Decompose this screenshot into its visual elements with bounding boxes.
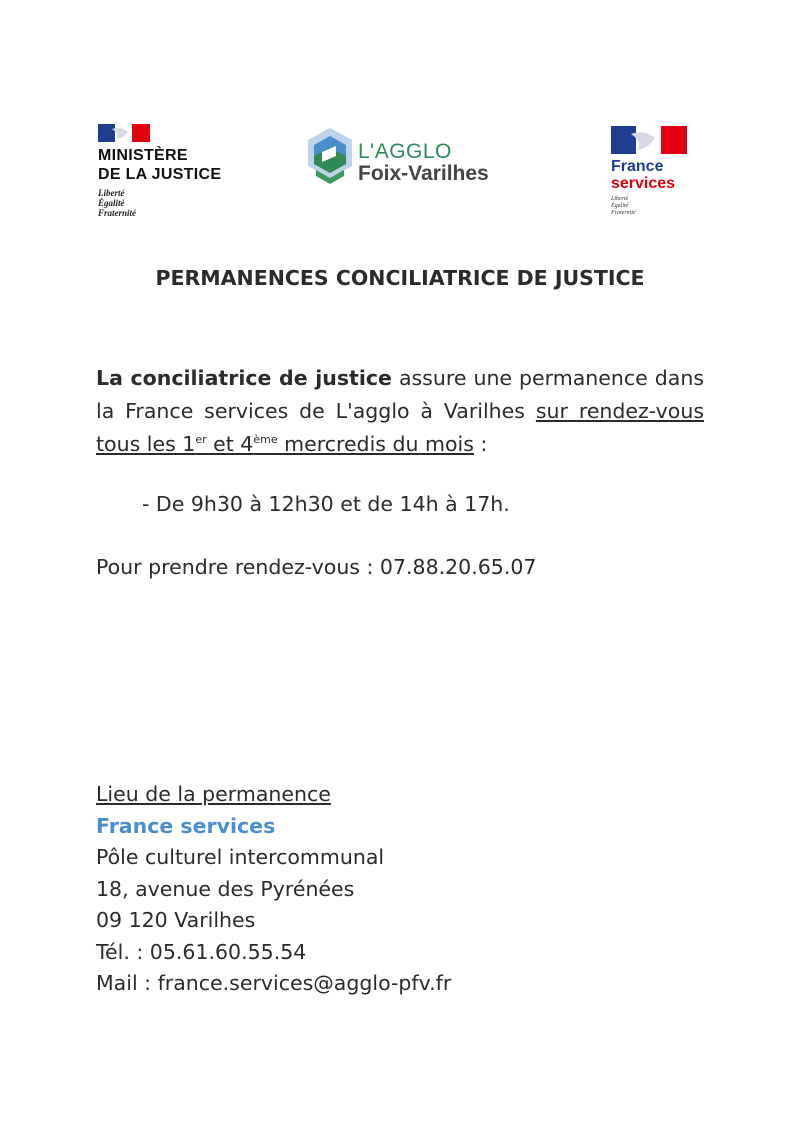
address-line1: Pôle culturel intercommunal [96, 845, 385, 869]
justice-motto: Liberté Égalité Fraternité [98, 188, 137, 218]
intro-end: : [473, 432, 488, 456]
address-line3: 09 120 Varilhes [96, 908, 256, 932]
intro-bold: La conciliatrice de justice [96, 366, 392, 390]
marianne-flag-icon [98, 124, 150, 142]
address-phone: Tél. : 05.61.60.55.54 [96, 939, 307, 964]
address-heading: Lieu de la permanence [96, 782, 331, 806]
agglo-hexagon-icon [306, 126, 354, 188]
intro-schedule: sur rendez-vous tous les 1er et 4ème mercredis du mois [96, 399, 705, 456]
appointment-phone: Pour prendre rendez-vous : 07.88.20.65.07 [96, 555, 537, 579]
france-services-logo [611, 126, 711, 217]
agglo-line1: L'AGGLO [358, 140, 452, 163]
intro-paragraph [96, 362, 704, 461]
agglo-foix-varilhes-logo [306, 126, 526, 190]
agglo-line2: Foix-Varilhes [358, 162, 489, 185]
page-title: PERMANENCES CONCILIATRICE DE JUSTICE [155, 266, 645, 290]
hours-line: - De 9h30 à 12h30 et de 14h à 17h. [142, 492, 510, 516]
justice-name: MINISTÈRE DE LA JUSTICE [98, 147, 222, 183]
address-name: France services [96, 813, 276, 838]
ministere-justice-logo [98, 124, 248, 218]
france-services-name: France services [611, 158, 676, 192]
marianne-flag-icon [611, 126, 687, 154]
address-line2: 18, avenue des Pyrénées [96, 876, 355, 901]
france-services-motto: Liberté Égalité Fraternité [611, 196, 636, 216]
address-mail: Mail : france.services@agglo-pfv.fr [96, 971, 452, 995]
intro-text: assure une permanence dans la France services de L'agglo à Varilhes [96, 366, 704, 423]
address-block [96, 779, 451, 1000]
